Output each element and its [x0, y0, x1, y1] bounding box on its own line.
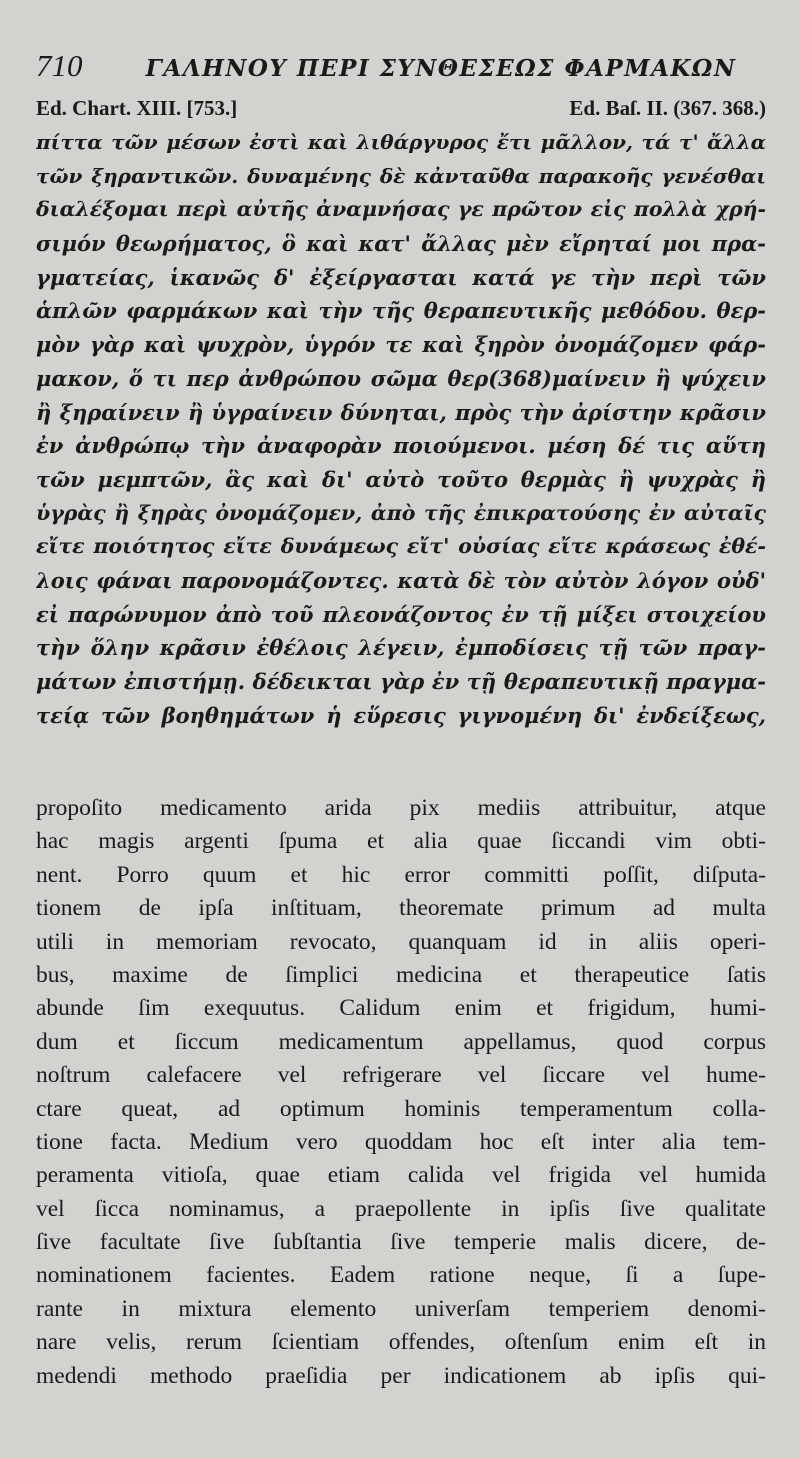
greek-line: μακον, ὅ τι περ ἀνθρώπου σῶμα θερ(368)μαίνειν ἢ ψύχειν [36, 365, 766, 391]
latin-line: noſtrum calefacere vel refrigerare vel ſiccare vel hume- [36, 1062, 766, 1089]
latin-line: nent. Porro quum et hic error committi poſſit, diſputa- [36, 861, 766, 888]
greek-line: εἴτε ποιότητος εἴτε δυνάμεως εἴτ' οὐσίας εἴτε κράσεως ἐθέ- [36, 534, 766, 559]
latin-line: utili in memoriam revocato, quanquam id in aliis operi- [36, 928, 766, 955]
greek-line: τὴν ὅλην κρᾶσιν ἐθέλοις λέγειν, ἐμποδίσεις τῇ τῶν πραγ- [36, 635, 766, 661]
latin-line: dum et ſiccum medicamentum appellamus, quod corpus [36, 1028, 766, 1055]
edition-right: Ed. Baſ. II. (367. 368.) [569, 96, 766, 120]
greek-line: τῶν μεμπτῶν, ἃς καὶ δι' αὐτὸ τοῦτο θερμὰς ἢ ψυχρὰς ἢ [36, 466, 766, 492]
greek-line: σιμόν θεωρήματος, ὃ καὶ κατ' ἄλλας μὲν εἴρηταί μοι πρα- [36, 231, 766, 257]
latin-line: tionem de ipſa inſtituam, theoremate primum ad multa [36, 895, 766, 922]
greek-line: λοις φάναι παρονομάζοντες. κατὰ δὲ τὸν αὐτὸν λόγον οὐδ' [36, 567, 766, 593]
latin-line: ctare queat, ad optimum hominis temperamentum colla- [36, 1095, 766, 1122]
edition-reference [36, 96, 766, 124]
latin-line: propoſito medicamento arida pix mediis attribuitur, atque [36, 795, 766, 821]
latin-line: nare velis, rerum ſcientiam offendes, oſtenſum enim eſt in [36, 1329, 766, 1356]
latin-line: vel ſicca nominamus, a praepollente in ipſis ſive qualitate [36, 1195, 766, 1222]
latin-line: nominationem facientes. Eadem ratione neque, ſi a ſupe- [36, 1262, 766, 1289]
latin-line: abunde ſim exequutus. Calidum enim et frigidum, humi- [36, 995, 766, 1022]
running-title: ΓΑΛΗΝΟΥ ΠΕΡΙ ΣΥΝΘΕΣΕΩΣ ΦΑΡΜΑΚΩΝ [145, 55, 737, 82]
greek-line: ἐν ἀνθρώπῳ τὴν ἀναφορὰν ποιούμενοι. μέση δέ τις αὕτη [36, 433, 766, 459]
latin-text [36, 792, 766, 1393]
greek-line: τῶν ξηραντικῶν. δυναμένης δὲ κἀνταῦθα παρακοῆς γενέσθαι [36, 163, 766, 188]
latin-line: bus, maxime de ſimplici medicina et therapeutice ſatis [36, 961, 766, 988]
greek-line: ἢ ξηραίνειν ἢ ὑγραίνειν δύνηται, πρὸς τὴν ἀρίστην κρᾶσιν [36, 399, 766, 425]
greek-line: ἁπλῶν φαρμάκων καὶ τὴν τῆς θεραπευτικῆς μεθόδου. θερ- [36, 298, 766, 324]
greek-line: πίττα τῶν μέσων ἐστὶ καὶ λιθάργυρος ἔτι μᾶλλον, τά τ' ἄλλα [36, 130, 766, 154]
page-number: 710 [36, 48, 83, 83]
edition-left: Ed. Chart. XIII. [753.] [36, 96, 238, 120]
greek-line: μὸν γὰρ καὶ ψυχρὸν, ὑγρόν τε καὶ ξηρὸν ὀνομάζομεν φάρ- [36, 332, 766, 358]
greek-text [36, 126, 766, 732]
greek-line: τείᾳ τῶν βοηθημάτων ἡ εὕρεσις γιγνομένη δι' ἐνδείξεως, [36, 702, 766, 728]
latin-line: rante in mixtura elemento univerſam temperiem denomi- [36, 1295, 766, 1322]
greek-line: εἰ παρώνυμον ἀπὸ τοῦ πλεονάζοντος ἐν τῇ μίξει στοιχείου [36, 601, 766, 627]
greek-line: μάτων ἐπιστήμῃ. δέδεικται γὰρ ἐν τῇ θεραπευτικῇ πραγμα- [36, 669, 766, 694]
latin-line: tione facta. Medium vero quoddam hoc eſt inter alia tem- [36, 1128, 766, 1155]
page-header [36, 48, 766, 94]
latin-line: hac magis argenti ſpuma et alia quae ſiccandi vim obti- [36, 828, 766, 855]
latin-line: ſive facultate ſive ſubſtantia ſive temperie malis dicere, de- [36, 1229, 766, 1256]
latin-line: medendi methodo praeſidia per indicationem ab ipſis qui- [36, 1362, 766, 1389]
greek-line: γματείας, ἱκανῶς δ' ἐξείργασται κατά γε τὴν περὶ τῶν [36, 264, 766, 290]
greek-line: ὑγρὰς ἢ ξηρὰς ὀνομάζομεν, ἀπὸ τῆς ἐπικρατούσης ἐν αὐταῖς [36, 500, 766, 525]
latin-line: peramenta vitioſa, quae etiam calida vel frigida vel humida [36, 1162, 766, 1189]
greek-line: διαλέξομαι περὶ αὐτῆς ἀναμνήσας γε πρῶτον εἰς πολλὰ χρή- [36, 197, 766, 222]
